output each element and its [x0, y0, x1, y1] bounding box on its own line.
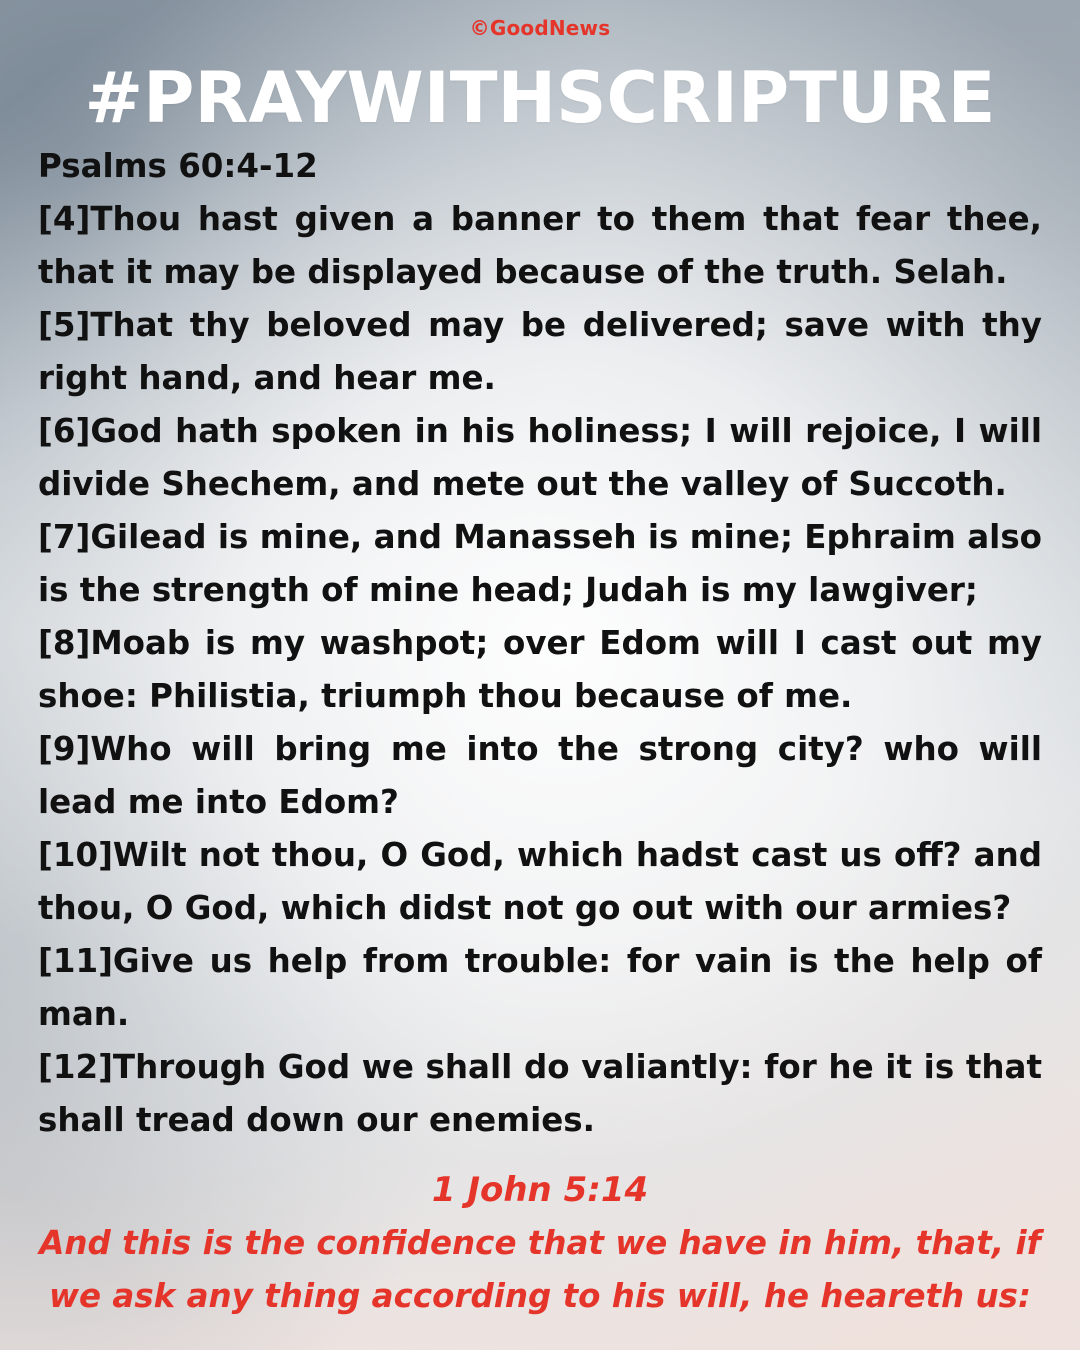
scripture-passage: [38, 140, 1042, 1147]
verse-12: [12]Through God we shall do valiantly: for he it is that shall tread down our enemies.: [38, 1048, 1042, 1139]
brand-watermark: ©GoodNews: [469, 16, 611, 40]
verse-8: [8]Moab is my washpot; over Edom will I cast out my shoe: Philistia, triumph thou because of me.: [38, 624, 1042, 715]
verse-7: [7]Gilead is mine, and Manasseh is mine; Ephraim also is the strength of mine head; Judah is my lawgiver;: [38, 518, 1042, 609]
verse-9: [9]Who will bring me into the strong city? who will lead me into Edom?: [38, 730, 1042, 821]
verse-5: [5]That thy beloved may be delivered; save with thy right hand, and hear me.: [38, 306, 1042, 397]
closing-verse: [38, 1163, 1042, 1323]
verse-4: [4]Thou hast given a banner to them that fear thee, that it may be displayed because of the truth. Selah.: [38, 200, 1042, 291]
passage-reference: Psalms 60:4-12: [38, 147, 318, 185]
verse-6: [6]God hath spoken in his holiness; I will rejoice, I will divide Shechem, and mete out the valley of Succoth.: [38, 412, 1042, 503]
closing-quote: And this is the confidence that we have in him, that, if we ask any thing according to his will, he heareth us:: [39, 1224, 1041, 1315]
closing-reference: 1 John 5:14: [431, 1170, 649, 1210]
page-title: #PRAYWITHSCRIPTURE: [84, 57, 996, 139]
verse-10: [10]Wilt not thou, O God, which hadst cast us off? and thou, O God, which didst not go out with our armies?: [38, 836, 1042, 927]
verse-11: [11]Give us help from trouble: for vain is the help of man.: [38, 942, 1042, 1033]
